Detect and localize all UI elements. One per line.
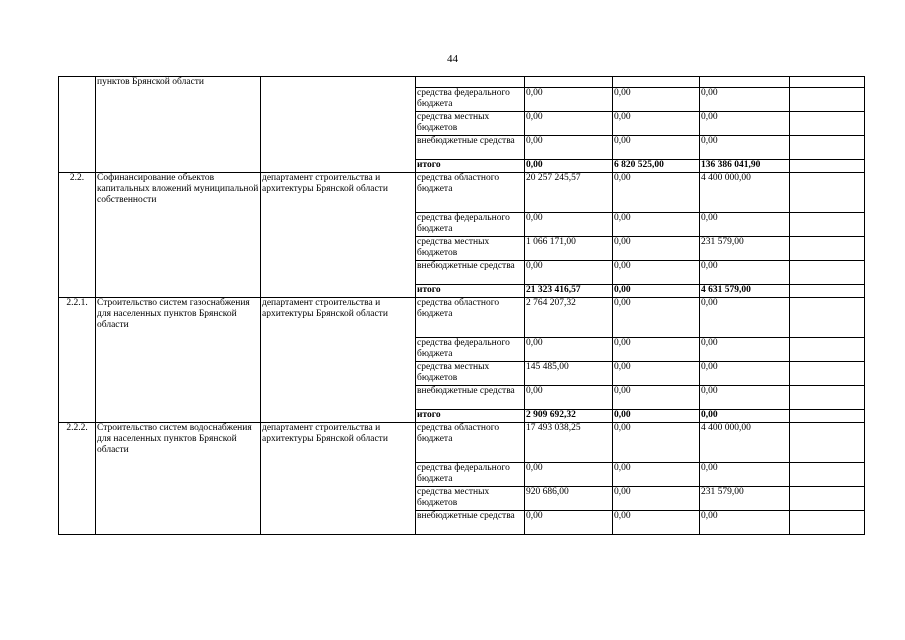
empty-cell (790, 285, 865, 298)
total-value-cell: 0,00 (525, 160, 613, 173)
source-cell: средства областного бюджета (416, 298, 525, 338)
value-cell: 231 579,00 (700, 487, 790, 511)
value-cell: 0,00 (700, 261, 790, 285)
total-value-cell: 0,00 (613, 410, 700, 423)
empty-cell (790, 298, 865, 338)
empty-cell (790, 237, 865, 261)
total-value-cell: 6 820 525,00 (613, 160, 700, 173)
value-cell: 4 400 000,00 (700, 423, 790, 463)
value-cell: 0,00 (525, 463, 613, 487)
budget-table (58, 76, 865, 535)
source-cell: средства федерального бюджета (416, 213, 525, 237)
value-cell: 0,00 (613, 423, 700, 463)
source-cell: внебюджетные средства (416, 511, 525, 535)
source-cell: внебюджетные средства (416, 386, 525, 410)
row-number-cell (59, 77, 96, 173)
value-cell: 0,00 (613, 487, 700, 511)
value-cell: 20 257 245,57 (525, 173, 613, 213)
value-cell: 0,00 (525, 386, 613, 410)
empty-cell (790, 88, 865, 112)
value-cell: 0,00 (700, 463, 790, 487)
value-cell: 0,00 (613, 112, 700, 136)
source-cell: средства местных бюджетов (416, 112, 525, 136)
department-cell: департамент строительства и архитектуры Брянской области (261, 173, 416, 298)
empty-cell (790, 410, 865, 423)
table-row (59, 423, 865, 463)
value-cell: 0,00 (613, 362, 700, 386)
value-cell: 0,00 (613, 261, 700, 285)
value-cell: 0,00 (700, 88, 790, 112)
empty-cell (790, 213, 865, 237)
value-cell: 0,00 (700, 213, 790, 237)
value-cell (525, 77, 613, 88)
total-label-cell: итого (416, 410, 525, 423)
empty-cell (790, 362, 865, 386)
source-cell (416, 77, 525, 88)
empty-cell (790, 511, 865, 535)
value-cell: 0,00 (700, 136, 790, 160)
value-cell: 0,00 (700, 362, 790, 386)
source-cell: средства федерального бюджета (416, 463, 525, 487)
value-cell: 0,00 (613, 237, 700, 261)
empty-cell (790, 112, 865, 136)
total-value-cell: 4 631 579,00 (700, 285, 790, 298)
row-number-cell: 2.2. (59, 173, 96, 298)
empty-cell (790, 136, 865, 160)
source-cell: средства федерального бюджета (416, 88, 525, 112)
empty-cell (790, 77, 865, 88)
row-number-cell: 2.2.2. (59, 423, 96, 535)
source-cell: средства местных бюджетов (416, 362, 525, 386)
page-number: 44 (447, 53, 458, 65)
table-row (59, 298, 865, 338)
value-cell: 0,00 (613, 338, 700, 362)
value-cell: 145 485,00 (525, 362, 613, 386)
value-cell (700, 77, 790, 88)
value-cell: 0,00 (613, 298, 700, 338)
empty-cell (790, 173, 865, 213)
activity-name-cell: Софинансирование объектов капитальных вложений муниципальной собственности (96, 173, 261, 298)
department-cell: департамент строительства и архитектуры Брянской области (261, 298, 416, 423)
empty-cell (790, 386, 865, 410)
row-number-cell: 2.2.1. (59, 298, 96, 423)
source-cell: внебюджетные средства (416, 136, 525, 160)
empty-cell (790, 338, 865, 362)
activity-name-cell: Строительство систем водоснабжения для населенных пунктов Брянской области (96, 423, 261, 535)
value-cell: 2 764 207,32 (525, 298, 613, 338)
value-cell: 0,00 (525, 112, 613, 136)
total-label-cell: итого (416, 285, 525, 298)
value-cell: 0,00 (700, 511, 790, 535)
empty-cell (790, 463, 865, 487)
value-cell: 1 066 171,00 (525, 237, 613, 261)
empty-cell (790, 160, 865, 173)
value-cell: 920 686,00 (525, 487, 613, 511)
value-cell: 0,00 (525, 88, 613, 112)
value-cell: 0,00 (613, 136, 700, 160)
value-cell: 0,00 (613, 463, 700, 487)
value-cell: 0,00 (613, 511, 700, 535)
value-cell: 0,00 (525, 213, 613, 237)
activity-name-cell: пунктов Брянской области (96, 77, 261, 173)
empty-cell (790, 423, 865, 463)
total-value-cell: 21 323 416,57 (525, 285, 613, 298)
value-cell: 0,00 (613, 213, 700, 237)
total-value-cell: 136 386 041,90 (700, 160, 790, 173)
value-cell: 231 579,00 (700, 237, 790, 261)
value-cell (613, 77, 700, 88)
value-cell: 4 400 000,00 (700, 173, 790, 213)
value-cell: 0,00 (525, 136, 613, 160)
value-cell: 0,00 (525, 511, 613, 535)
value-cell: 17 493 038,25 (525, 423, 613, 463)
value-cell: 0,00 (613, 88, 700, 112)
source-cell: средства областного бюджета (416, 423, 525, 463)
value-cell: 0,00 (613, 173, 700, 213)
total-label-cell: итого (416, 160, 525, 173)
source-cell: средства федерального бюджета (416, 338, 525, 362)
empty-cell (790, 487, 865, 511)
department-cell: департамент строительства и архитектуры Брянской области (261, 423, 416, 535)
table-row (59, 173, 865, 213)
source-cell: средства местных бюджетов (416, 487, 525, 511)
value-cell: 0,00 (525, 338, 613, 362)
source-cell: средства областного бюджета (416, 173, 525, 213)
total-value-cell: 0,00 (613, 285, 700, 298)
value-cell: 0,00 (700, 112, 790, 136)
table-row (59, 77, 865, 88)
source-cell: средства местных бюджетов (416, 237, 525, 261)
total-value-cell: 2 909 692,32 (525, 410, 613, 423)
empty-cell (790, 261, 865, 285)
value-cell: 0,00 (613, 386, 700, 410)
department-cell (261, 77, 416, 173)
activity-name-cell: Строительство систем газоснабжения для населенных пунктов Брянской области (96, 298, 261, 423)
value-cell: 0,00 (700, 298, 790, 338)
source-cell: внебюджетные средства (416, 261, 525, 285)
value-cell: 0,00 (525, 261, 613, 285)
total-value-cell: 0,00 (700, 410, 790, 423)
value-cell: 0,00 (700, 338, 790, 362)
value-cell: 0,00 (700, 386, 790, 410)
